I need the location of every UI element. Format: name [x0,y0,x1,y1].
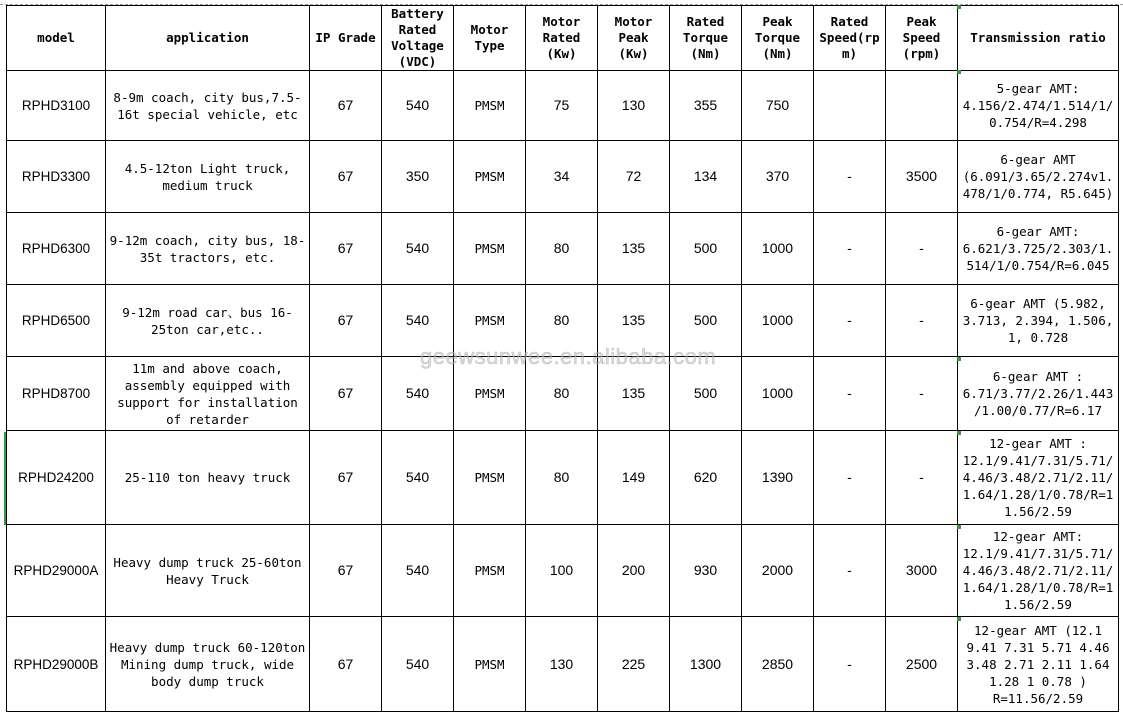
cell-rated-torque: 500 [670,285,742,357]
cell-peak-speed: - [886,285,958,357]
cell-application: Heavy dump truck 60-120ton Mining dump truck, wide body dump truck [106,617,310,712]
table-row [7,141,1119,213]
cell-battery-voltage: 540 [382,617,454,712]
table-row [7,617,1119,712]
table-row [7,285,1119,357]
header-ip-grade: IP Grade [310,6,382,71]
header-motor-peak: Motor Peak (Kw) [598,6,670,71]
header-motor-type: Motor Type [454,6,526,71]
cell-model: RPHD29000B [7,617,106,712]
cell-motor-peak: 135 [598,357,670,431]
cell-motor-type: PMSM [454,431,526,525]
cell-model: RPHD6500 [7,285,106,357]
header-application: application [106,6,310,71]
cell-ip-grade: 67 [310,285,382,357]
cell-rated-speed: - [814,525,886,617]
cell-application: 8-9m coach, city bus,7.5-16t special vehicle, etc [106,71,310,141]
cell-rated-speed: - [814,357,886,431]
cell-battery-voltage: 540 [382,431,454,525]
cell-transmission-ratio: 5-gear AMT: 4.156/2.474/1.514/1/0.754/R=4.298 [958,71,1119,141]
cell-model: RPHD8700 [7,357,106,431]
cell-rated-speed: - [814,431,886,525]
cell-motor-rated: 130 [526,617,598,712]
cell-rated-speed: - [814,213,886,285]
cell-application: 9-12m coach, city bus, 18-35t tractors, etc. [106,213,310,285]
cell-model: RPHD3100 [7,71,106,141]
header-motor-rated: Motor Rated (Kw) [526,6,598,71]
cell-peak-speed: - [886,357,958,431]
cell-motor-type: PMSM [454,213,526,285]
cell-motor-rated: 80 [526,285,598,357]
header-battery-voltage: Battery Rated Voltage (VDC) [382,6,454,71]
cell-rated-torque: 620 [670,431,742,525]
cell-ip-grade: 67 [310,141,382,213]
cell-motor-rated: 75 [526,71,598,141]
header-transmission-ratio: Transmission ratio [958,6,1119,71]
cell-peak-speed: 3000 [886,525,958,617]
cell-application: 11m and above coach, assembly equipped with support for installation of retarder [106,357,310,431]
cell-motor-rated: 34 [526,141,598,213]
cell-ip-grade: 67 [310,357,382,431]
cell-rated-speed: - [814,285,886,357]
cell-battery-voltage: 540 [382,71,454,141]
cell-battery-voltage: 540 [382,525,454,617]
cell-peak-torque: 1000 [742,357,814,431]
table-row [7,525,1119,617]
cell-rated-torque: 500 [670,213,742,285]
cell-transmission-ratio: 6-gear AMT: 6.621/3.725/2.303/1.514/1/0.754/R=6.045 [958,213,1119,285]
table-row [7,213,1119,285]
cell-model: RPHD3300 [7,141,106,213]
cell-application: 25-110 ton heavy truck [106,431,310,525]
row-edge-marker [4,432,6,525]
cell-rated-torque: 1300 [670,617,742,712]
cell-ip-grade: 67 [310,71,382,141]
cell-rated-torque: 355 [670,71,742,141]
cell-ip-grade: 67 [310,617,382,712]
cell-motor-type: PMSM [454,285,526,357]
cell-peak-torque: 1000 [742,213,814,285]
cell-model: RPHD29000A [7,525,106,617]
cell-peak-torque: 2000 [742,525,814,617]
cell-motor-peak: 149 [598,431,670,525]
table-row [7,71,1119,141]
cell-peak-torque: 750 [742,71,814,141]
cell-transmission-ratio: 6-gear AMT : 6.71/3.77/2.26/1.443/1.00/0.77/R=6.17 [958,357,1119,431]
cell-transmission-ratio: 12-gear AMT (12.1 9.41 7.31 5.71 4.46 3.48 2.71 2.11 1.64 1.28 1 0.78 ) R=11.56/2.59 [958,617,1119,712]
cell-motor-rated: 100 [526,525,598,617]
cell-marker [957,357,961,361]
cell-rated-speed: - [814,141,886,213]
cell-motor-rated: 80 [526,357,598,431]
cell-motor-peak: 72 [598,141,670,213]
cell-peak-speed: - [886,431,958,525]
cell-peak-torque: 2850 [742,617,814,712]
cell-marker [957,617,961,621]
cell-transmission-ratio: 6-gear AMT (6.091/3.65/2.274v1.478/1/0.774, R5.645) [958,141,1119,213]
cell-rated-torque: 134 [670,141,742,213]
watermark-text: geewsunwee.en.alibaba.com [420,344,717,369]
cell-rated-speed: - [814,617,886,712]
cell-battery-voltage: 540 [382,285,454,357]
cell-battery-voltage: 540 [382,213,454,285]
cell-motor-peak: 135 [598,213,670,285]
cell-battery-voltage: 350 [382,141,454,213]
cell-marker [957,431,961,435]
cell-motor-peak: 135 [598,285,670,357]
header-peak-speed: Peak Speed (rpm) [886,6,958,71]
cell-motor-type: PMSM [454,357,526,431]
cell-model: RPHD24200 [7,431,106,525]
header-rated-torque: Rated Torque (Nm) [670,6,742,71]
cell-ip-grade: 67 [310,525,382,617]
cell-marker [957,70,961,74]
cell-transmission-ratio: 12-gear AMT: 12.1/9.41/7.31/5.71/4.46/3.48/2.71/2.11/1.64/1.28/1/0.78/R=11.56/2.59 [958,525,1119,617]
cell-battery-voltage: 540 [382,357,454,431]
cell-motor-peak: 200 [598,525,670,617]
header-rated-speed: Rated Speed(rpm) [814,6,886,71]
cell-transmission-ratio: 12-gear AMT : 12.1/9.41/7.31/5.71/4.46/3.48/2.71/2.11/1.64/1.28/1/0.78/R=11.56/2.59 [958,431,1119,525]
cell-application: 4.5-12ton Light truck, medium truck [106,141,310,213]
cell-peak-speed [886,71,958,141]
table-row [7,431,1119,525]
cell-model: RPHD6300 [7,213,106,285]
cell-motor-type: PMSM [454,617,526,712]
cell-motor-rated: 80 [526,431,598,525]
cell-rated-torque: 930 [670,525,742,617]
header-row [7,6,1119,71]
cell-rated-speed [814,71,886,141]
table-row [7,357,1119,431]
cell-ip-grade: 67 [310,431,382,525]
cell-peak-speed: - [886,213,958,285]
cell-rated-torque: 500 [670,357,742,431]
cell-ip-grade: 67 [310,213,382,285]
header-peak-torque: Peak Torque (Nm) [742,6,814,71]
cell-motor-rated: 80 [526,213,598,285]
cell-marker [957,525,961,529]
cell-peak-torque: 1390 [742,431,814,525]
cell-motor-peak: 225 [598,617,670,712]
cell-motor-type: PMSM [454,525,526,617]
cell-motor-type: PMSM [454,71,526,141]
cell-transmission-ratio: 6-gear AMT (5.982, 3.713, 2.394, 1.506, 1, 0.728 [958,285,1119,357]
cell-peak-torque: 370 [742,141,814,213]
cell-peak-speed: 3500 [886,141,958,213]
cell-motor-peak: 130 [598,71,670,141]
header-model: model [7,6,106,71]
spec-table [6,5,1119,712]
cell-motor-type: PMSM [454,141,526,213]
cell-peak-torque: 1000 [742,285,814,357]
cell-marker [957,5,961,9]
cell-application: 9-12m road car、bus 16-25ton car,etc.. [106,285,310,357]
cell-peak-speed: 2500 [886,617,958,712]
cell-application: Heavy dump truck 25-60ton Heavy Truck [106,525,310,617]
